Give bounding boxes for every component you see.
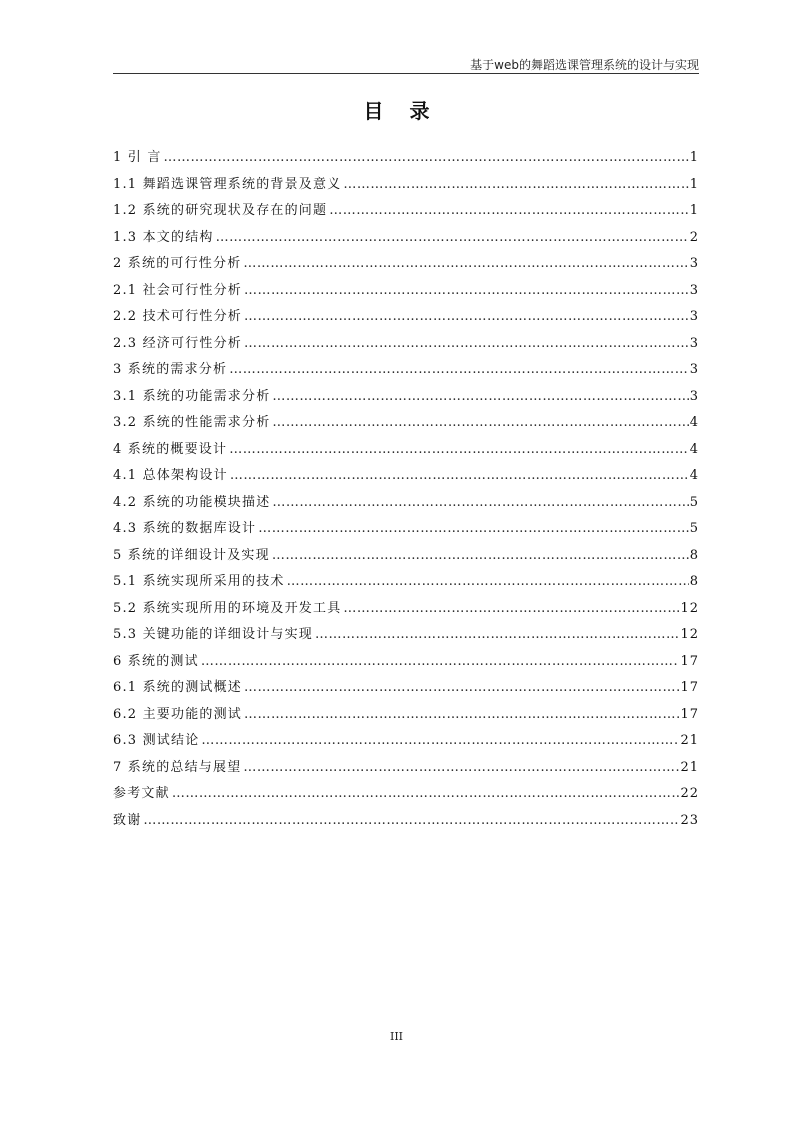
- toc-entry[interactable]: [113, 491, 699, 518]
- toc-dot-leader: [216, 230, 689, 245]
- toc-entry-page: 4: [689, 415, 699, 430]
- toc-entry-page: 23: [680, 812, 699, 828]
- toc-entry[interactable]: [113, 464, 699, 491]
- table-of-contents: [113, 146, 699, 835]
- toc-dot-leader: [287, 574, 689, 589]
- toc-entry-page: 3: [689, 256, 699, 271]
- toc-entry-page: 12: [680, 600, 699, 616]
- toc-dot-leader: [172, 786, 680, 801]
- toc-entry-page: 1: [689, 150, 699, 165]
- toc-dot-leader: [229, 362, 689, 377]
- toc-entry-label: 3.2 系统的性能需求分析: [113, 415, 271, 430]
- toc-entry-page: 22: [680, 786, 699, 801]
- toc-entry-label: 6 系统的测试: [113, 653, 199, 669]
- toc-entry[interactable]: [113, 199, 699, 226]
- toc-dot-leader: [272, 548, 689, 563]
- toc-entry[interactable]: [113, 544, 699, 571]
- page-title: 目录: [363, 99, 456, 123]
- toc-entry-label: 1.2 系统的研究现状及存在的问题: [113, 203, 328, 218]
- toc-dot-leader: [272, 415, 688, 430]
- toc-entry[interactable]: [113, 438, 699, 465]
- toc-entry-label: 2.3 经济可行性分析: [113, 335, 243, 351]
- toc-entry-page: 12: [680, 627, 699, 642]
- toc-entry-page: 3: [689, 362, 699, 377]
- toc-entry[interactable]: [113, 173, 699, 200]
- toc-entry-label: 4.3 系统的数据库设计: [113, 521, 257, 536]
- toc-dot-leader: [258, 521, 689, 536]
- page-number: III: [389, 1030, 404, 1043]
- toc-entry-label: 4.2 系统的功能模块描述: [113, 494, 271, 510]
- toc-entry-page: 1: [689, 176, 699, 192]
- toc-entry-page: 5: [689, 521, 699, 536]
- toc-entry[interactable]: [113, 623, 699, 650]
- toc-entry-label: 3.1 系统的功能需求分析: [113, 388, 271, 404]
- toc-entry-page: 8: [689, 574, 699, 589]
- toc-entry[interactable]: [113, 305, 699, 332]
- toc-entry-label: 5.2 系统实现所用的环境及开发工具: [113, 600, 342, 616]
- toc-dot-leader: [244, 707, 679, 722]
- toc-entry[interactable]: [113, 279, 699, 306]
- toc-dot-leader: [244, 283, 689, 298]
- toc-entry-page: 5: [689, 494, 699, 510]
- toc-entry-label: 1.3 本文的结构: [113, 229, 214, 245]
- toc-dot-leader: [243, 256, 688, 271]
- toc-entry[interactable]: [113, 411, 699, 438]
- toc-entry-page: 8: [689, 547, 699, 563]
- toc-entry[interactable]: [113, 703, 699, 730]
- toc-entry[interactable]: [113, 146, 699, 173]
- toc-dot-leader: [329, 203, 689, 218]
- toc-entry[interactable]: [113, 650, 699, 677]
- toc-dot-leader: [243, 760, 679, 775]
- toc-entry-label: 5 系统的详细设计及实现: [113, 547, 270, 563]
- toc-dot-leader: [143, 813, 679, 828]
- header-rule: [113, 73, 699, 74]
- toc-entry-page: 3: [689, 335, 699, 351]
- toc-entry-page: 4: [689, 468, 699, 483]
- toc-dot-leader: [244, 309, 689, 324]
- toc-dot-leader: [201, 733, 679, 748]
- toc-entry-label: 1.1 舞蹈选课管理系统的背景及意义: [113, 176, 342, 192]
- toc-entry-label: 6.3 测试结论: [113, 733, 200, 748]
- running-header: 基于web的舞蹈选课管理系统的设计与实现: [470, 58, 699, 72]
- toc-dot-leader: [343, 601, 679, 616]
- toc-entry-label: 2.1 社会可行性分析: [113, 282, 243, 298]
- toc-entry-page: 21: [680, 759, 699, 775]
- toc-entry-page: 1: [689, 203, 699, 218]
- toc-entry[interactable]: [113, 358, 699, 385]
- toc-entry-label: 6.1 系统的测试概述: [113, 680, 243, 695]
- toc-entry[interactable]: [113, 676, 699, 703]
- toc-entry[interactable]: [113, 517, 699, 544]
- toc-entry[interactable]: [113, 756, 699, 783]
- toc-entry-page: 3: [689, 388, 699, 404]
- toc-entry-page: 17: [680, 680, 699, 695]
- toc-dot-leader: [164, 150, 689, 165]
- toc-dot-leader: [201, 654, 680, 669]
- toc-dot-leader: [315, 627, 679, 642]
- toc-entry[interactable]: [113, 252, 699, 279]
- toc-entry[interactable]: [113, 729, 699, 756]
- toc-entry[interactable]: [113, 385, 699, 412]
- toc-entry[interactable]: [113, 782, 699, 809]
- toc-entry-label: 3 系统的需求分析: [113, 362, 228, 377]
- toc-entry-label: 6.2 主要功能的测试: [113, 706, 243, 722]
- toc-entry-label: 5.3 关键功能的详细设计与实现: [113, 627, 314, 642]
- toc-entry-page: 2: [689, 229, 699, 245]
- toc-entry-page: 3: [689, 309, 699, 324]
- toc-entry-page: 4: [689, 441, 699, 457]
- toc-dot-leader: [272, 495, 688, 510]
- toc-entry[interactable]: [113, 809, 699, 836]
- toc-entry-page: 17: [680, 706, 699, 722]
- toc-entry-label: 4.1 总体架构设计: [113, 468, 228, 483]
- toc-dot-leader: [244, 680, 679, 695]
- toc-entry-label: 2 系统的可行性分析: [113, 256, 242, 271]
- toc-entry[interactable]: [113, 226, 699, 253]
- toc-dot-leader: [343, 177, 688, 192]
- toc-dot-leader: [230, 468, 689, 483]
- toc-dot-leader: [272, 389, 688, 404]
- toc-entry-label: 5.1 系统实现所采用的技术: [113, 574, 285, 589]
- toc-entry[interactable]: [113, 570, 699, 597]
- toc-dot-leader: [244, 336, 689, 351]
- toc-entry-label: 4 系统的概要设计: [113, 441, 228, 457]
- toc-entry-label: 致谢: [113, 812, 142, 828]
- toc-entry[interactable]: [113, 332, 699, 359]
- toc-entry-page: 21: [680, 733, 699, 748]
- toc-dot-leader: [229, 442, 689, 457]
- toc-entry-label: 7 系统的总结与展望: [113, 759, 242, 775]
- toc-entry-label: 1 引 言: [113, 150, 162, 165]
- toc-entry-page: 3: [689, 282, 699, 298]
- toc-entry-label: 2.2 技术可行性分析: [113, 309, 243, 324]
- toc-entry-label: 参考文献: [113, 786, 170, 801]
- toc-entry-page: 17: [680, 653, 699, 669]
- toc-entry[interactable]: [113, 597, 699, 624]
